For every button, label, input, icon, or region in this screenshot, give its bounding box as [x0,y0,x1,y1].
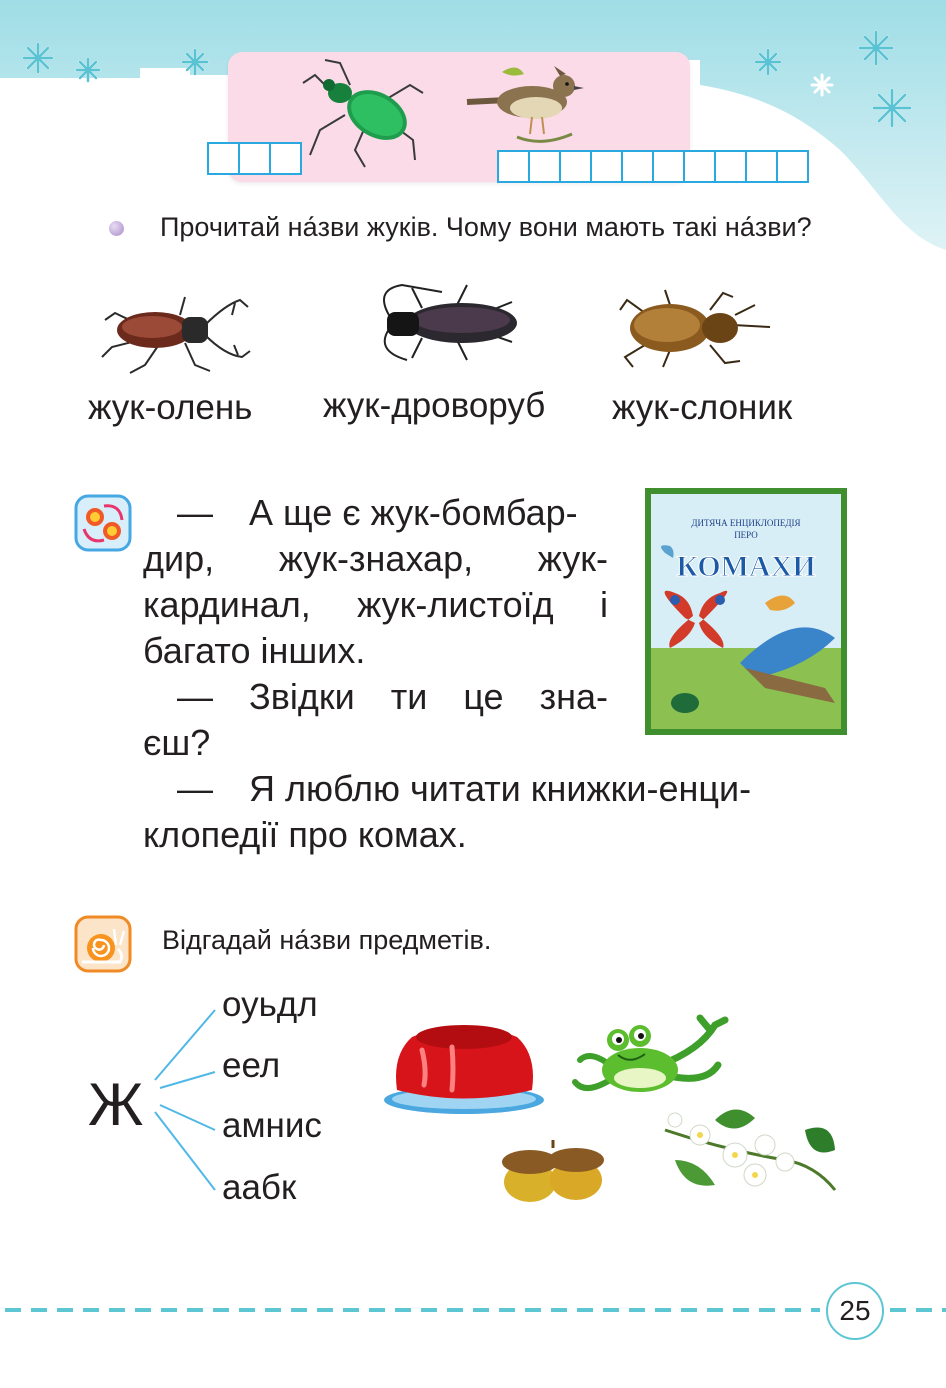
letter-cell[interactable] [745,150,778,183]
letter-cell[interactable] [652,150,685,183]
beetle-icon [671,693,699,713]
dialog-segment: і [600,584,608,625]
letter-cell[interactable] [683,150,716,183]
book-series: ДИТЯЧА ЕНЦИКЛОПЕДІЯ [691,518,801,528]
dialog-segment: це [463,676,504,717]
word-box-3-letters[interactable] [207,142,302,175]
dialog-segment: зна- [539,676,608,717]
stag-beetle-icon [100,285,260,375]
connector-line [160,1105,215,1130]
dialog-line [143,582,608,628]
word-box-10-letters[interactable] [497,150,809,183]
dialog-segment: Звідки [249,676,355,717]
dialog-segment: Я люблю читати книжки-енци- [249,768,752,809]
scrambled-word: аабк [222,1168,297,1207]
acorns-icon [498,1140,608,1205]
jasmine-flower-icon [655,1100,840,1200]
dialog-line [143,536,608,582]
dash: — [177,768,213,809]
task3-instruction: Відгадай на́зви предметів. [162,925,492,955]
page-number: 25 [826,1282,884,1340]
beetle-caption: жук-дроворуб [323,386,546,425]
letter-cell[interactable] [269,142,302,175]
connector-line [160,1072,215,1088]
footer-dashed-line [0,1300,946,1320]
connector-lines [150,1000,220,1200]
task1-instruction: Прочитай на́зви жуків. Чому вони мають такі на́зви? [160,212,812,242]
letter-cell[interactable] [776,150,809,183]
insects-encyclopedia-book-cover [645,488,847,735]
dialog-segment: жук- [537,538,608,579]
beetle-caption: жук-слоник [612,388,793,427]
dialog-segment: жук-знахар, [278,538,474,579]
bullet-icon [109,221,124,236]
atoms-task-icon [74,494,132,552]
scrambled-word: амнис [222,1106,322,1145]
book-publisher: ПЕРО [734,530,758,540]
letter-cell[interactable] [621,150,654,183]
letter-cell[interactable] [497,150,530,183]
dialog-segment: єш? [143,722,211,763]
dialog-line [143,490,608,536]
letter-zh: Ж [88,1071,144,1138]
dialog-segment: багато інших. [143,630,366,671]
green-beetle-icon [295,55,430,170]
dialog-line [143,812,838,858]
lark-bird-icon [462,62,587,152]
jelly-dessert-icon [382,1015,547,1115]
dialog-segment: А ще є жук-бомбар- [249,492,578,533]
dash: — [177,676,213,717]
letter-cell[interactable] [559,150,592,183]
book-title: КОМАХИ [676,550,816,583]
connector-line [155,1112,215,1190]
dialog-line [143,674,608,720]
letter-cell[interactable] [590,150,623,183]
longhorn-beetle-icon [362,280,522,365]
letter-cell[interactable] [714,150,747,183]
weevil-beetle-icon [615,285,775,370]
letter-cell[interactable] [207,142,240,175]
scrambled-word: еел [222,1046,281,1085]
scrambled-word: оуьдл [222,985,318,1024]
dialog-segment: клопедії про комах. [143,814,467,855]
dialog-segment: дир, [143,538,215,579]
beetle-caption: жук-олень [88,388,253,427]
frog-icon [570,1010,730,1110]
snail-task-icon [74,915,132,973]
dialog-line [143,766,838,812]
letter-cell[interactable] [238,142,271,175]
dash: — [177,492,213,533]
letter-cell[interactable] [528,150,561,183]
connector-line [155,1010,215,1080]
dialog-segment: кардинал, [143,584,311,625]
dialog-segment: ти [390,676,428,717]
dialog-segment: жук-листоїд [357,584,554,625]
